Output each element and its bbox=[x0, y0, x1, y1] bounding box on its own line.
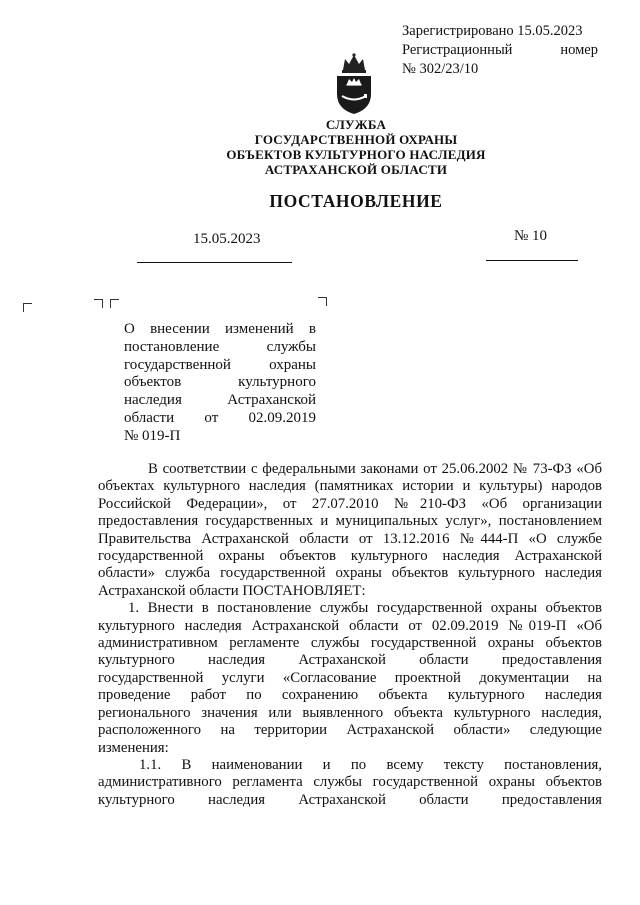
body-line: расположенного на территории Астраханской области» следующие bbox=[98, 722, 602, 739]
subject-line: О внесении изменений в bbox=[124, 321, 316, 337]
corner-mark bbox=[318, 297, 327, 306]
subject-line: государственной охраны bbox=[124, 356, 316, 373]
document-date: 15.05.2023 bbox=[193, 231, 261, 247]
document-number: № 10 bbox=[514, 228, 548, 244]
subject-line: области от 02.09.2019 bbox=[124, 409, 316, 426]
body-line: культурного наследия Астраханской области от 02.09.2019 №019-П «Об bbox=[98, 617, 602, 634]
body-line: административном регламенте службы государственной охраны объектов bbox=[98, 635, 602, 652]
agency-name: СЛУЖБА ГОСУДАРСТВЕННОЙ ОХРАНЫ ОБЪЕКТОВ КУЛЬТУРНОГО НАСЛЕДИЯ АСТРАХАНСКОЙ ОБЛАСТИ bbox=[226, 117, 486, 177]
body-line: регионального значения или выявленного объекта культурного наследия, bbox=[98, 704, 602, 721]
body-line: культурного наследия Астраханской области предоставления bbox=[98, 791, 602, 808]
body-line: 1. Внести в постановление службы государственной охраны объектов bbox=[128, 600, 602, 617]
number-underline bbox=[486, 260, 578, 261]
registration-date-line: Зарегистрировано 15.05.2023 bbox=[402, 23, 583, 39]
document-subject bbox=[124, 321, 316, 446]
body-line: 1.1. В наименовании и по всему тексту постановления, bbox=[139, 756, 602, 773]
document-body bbox=[98, 461, 602, 809]
body-line: изменения: bbox=[98, 739, 169, 756]
body-line: Астраханской области ПОСТАНОВЛЯЕТ: bbox=[98, 582, 366, 599]
subject-line: наследия Астраханской bbox=[124, 392, 316, 409]
body-line: культурного наследия Астраханской области предоставления bbox=[98, 652, 602, 669]
body-line: В соответствии с федеральными законами от 25.06.2002 № 73-ФЗ «Об bbox=[148, 461, 602, 477]
corner-mark bbox=[94, 299, 103, 308]
body-line: предоставления государственных и муниципальных услуг», постановлением bbox=[98, 513, 602, 530]
corner-mark bbox=[110, 299, 119, 308]
subject-line: объектов культурного bbox=[124, 374, 316, 391]
registration-number: № 302/23/10 bbox=[402, 61, 479, 77]
document-type-title: ПОСТАНОВЛЕНИЕ bbox=[269, 191, 443, 211]
body-line: государственной услуги «Согласование проектной документации на bbox=[98, 669, 602, 686]
date-underline bbox=[137, 262, 292, 263]
corner-mark bbox=[23, 303, 32, 312]
body-line: государственной охраны объектов культурного наследия Астраханской bbox=[98, 548, 602, 565]
body-line: административного регламента службы государственной охраны объектов bbox=[98, 774, 602, 791]
body-line: проведение работ по сохранению объекта культурного наследия bbox=[98, 687, 602, 704]
subject-line: постановление службы bbox=[124, 338, 316, 355]
registration-number-label: Регистрационный номер bbox=[402, 42, 598, 58]
body-line: объектах культурного наследия (памятниках истории и культуры) народов bbox=[98, 478, 602, 495]
registration-stamp bbox=[402, 22, 598, 79]
body-line: области» служба государственной охраны объектов культурного наследия bbox=[98, 565, 602, 582]
body-line: Правительства Астраханской области от 13.12.2016 №444-П «О службе bbox=[98, 530, 602, 547]
subject-line: № 019-П bbox=[124, 427, 181, 444]
coat-of-arms-icon bbox=[331, 52, 377, 116]
body-line: Российской Федерации», от 27.07.2010 №210-ФЗ «Об организации bbox=[98, 495, 602, 512]
